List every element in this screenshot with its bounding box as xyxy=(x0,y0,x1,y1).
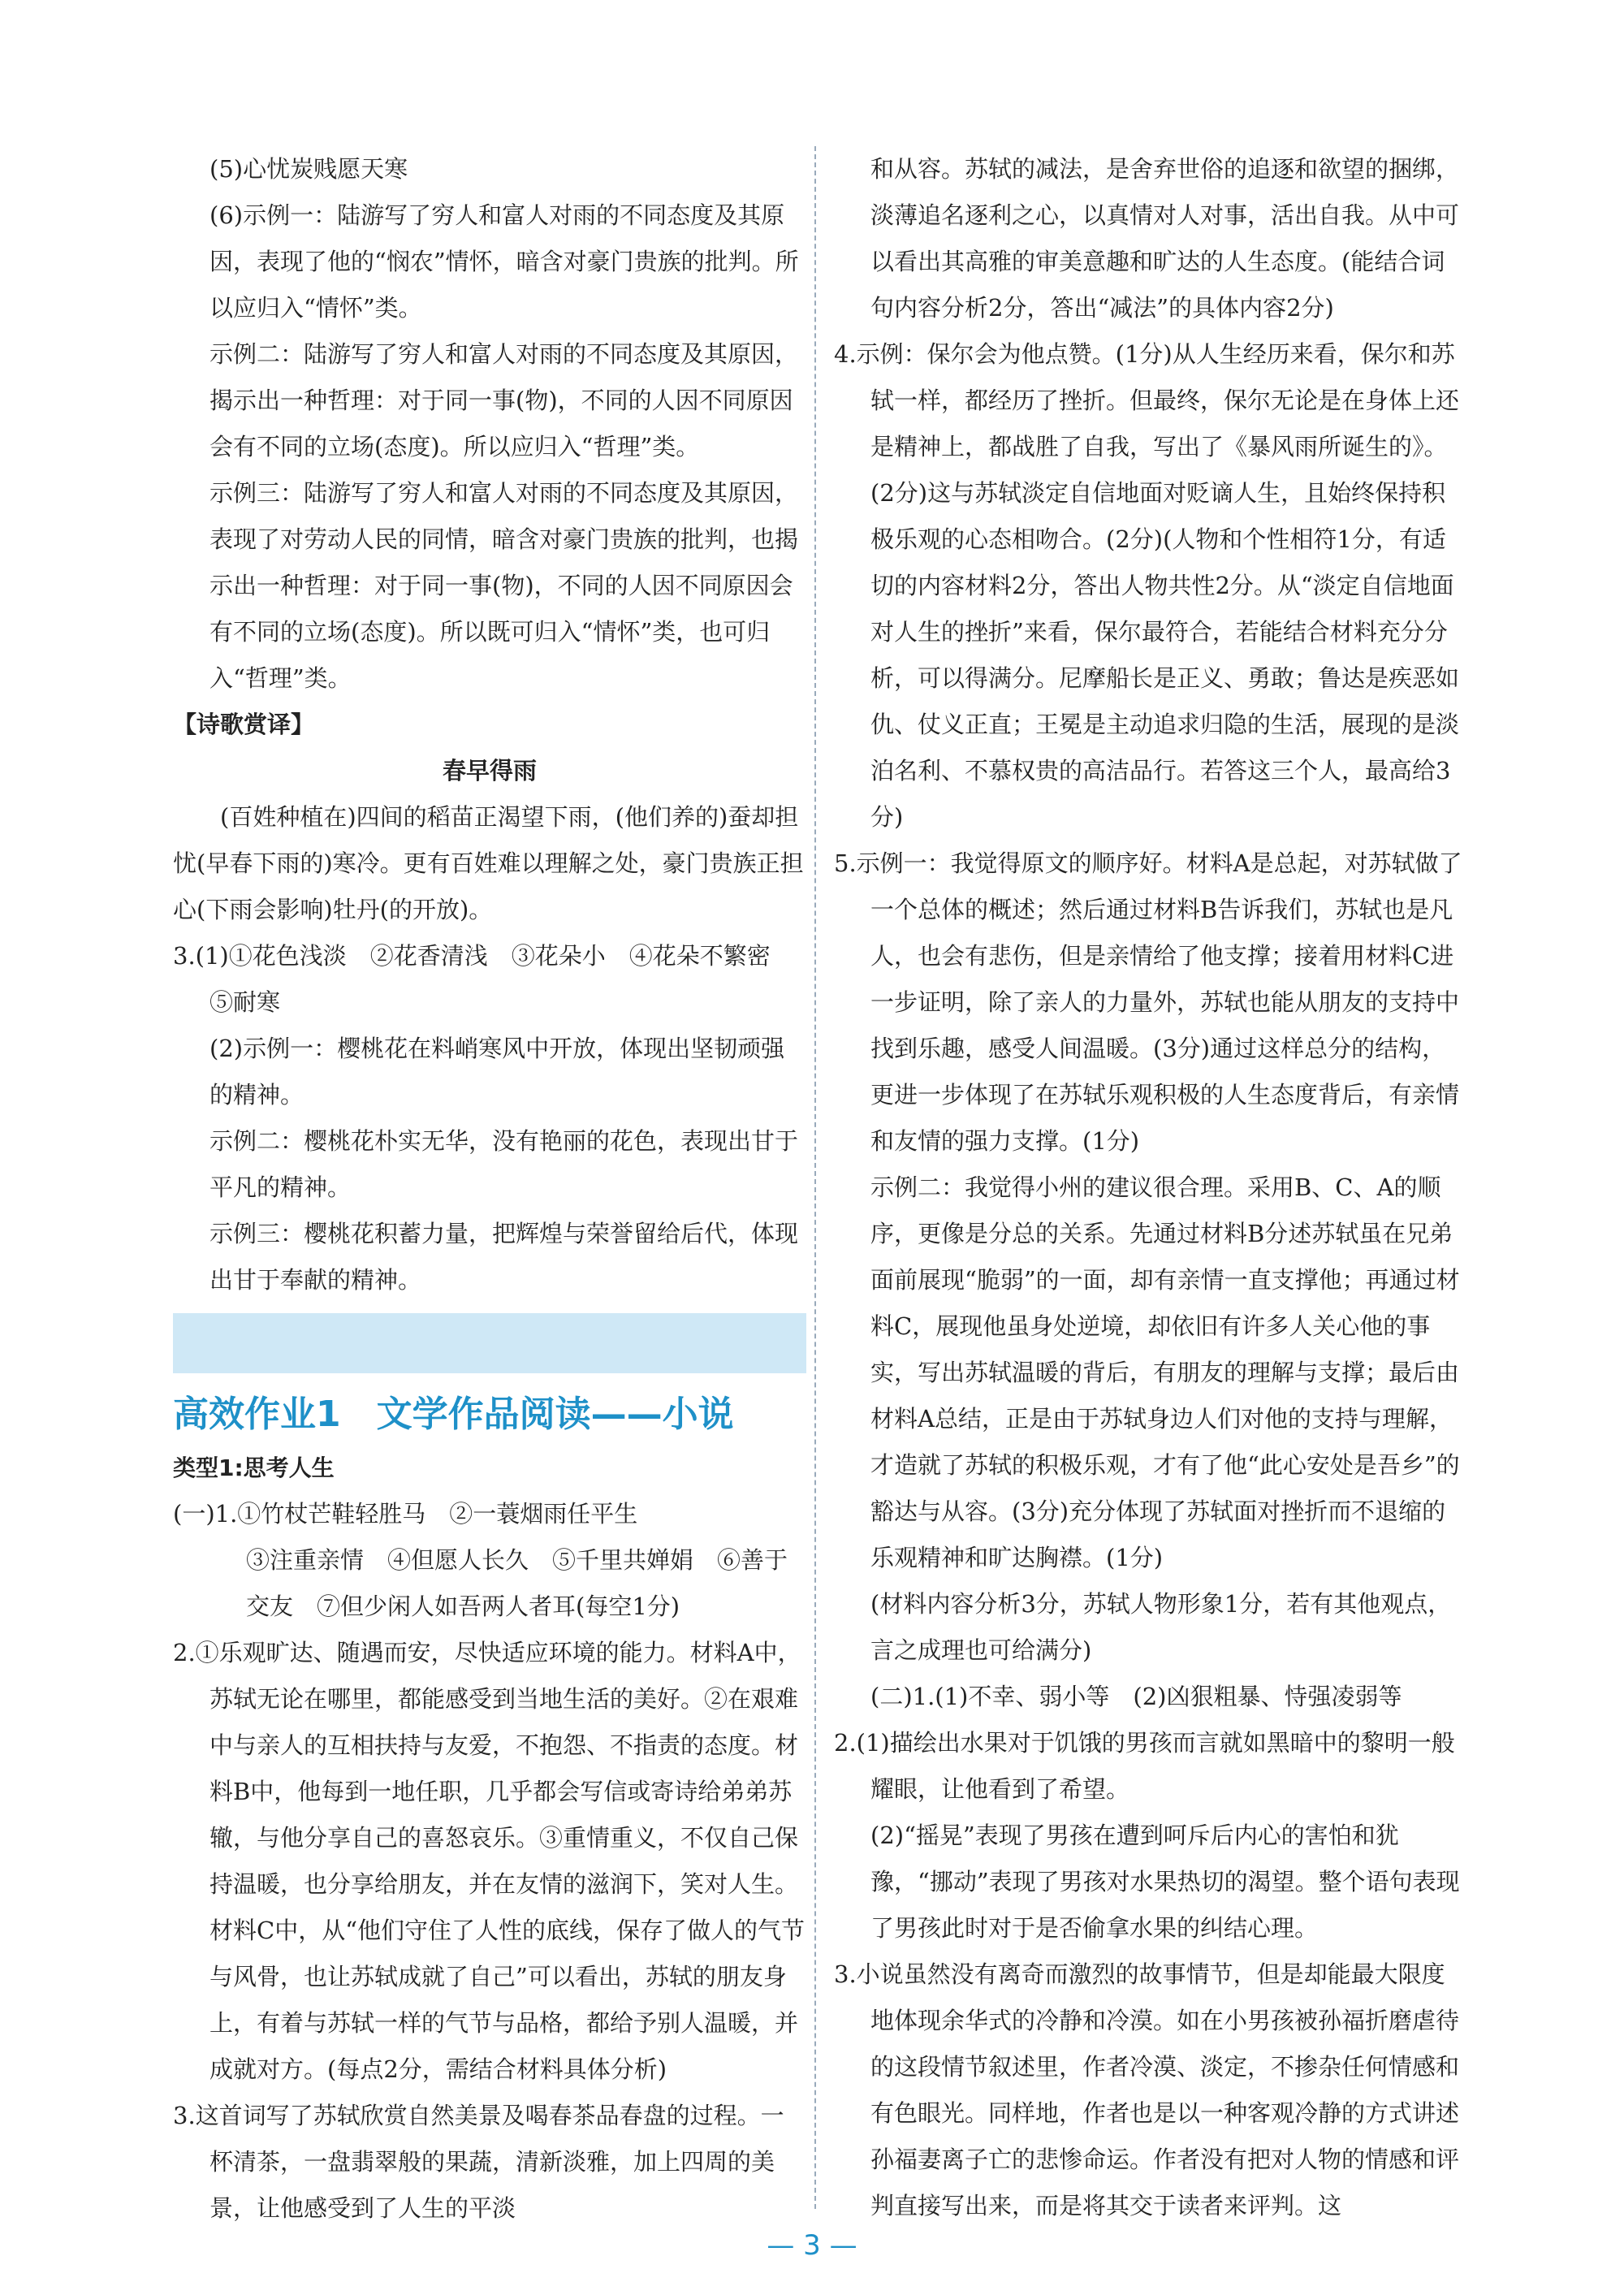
column-divider xyxy=(814,146,816,2209)
answer-i-3-continued: 和从容。苏轼的减法，是舍弃世俗的追逐和欲望的捆绑，淡薄追名逐利之心，以真情对人对事，活出自我。从中可以看出其高雅的审美意趣和旷达的人生态度。(能结合词句内容分析2分，答出“减法”的具体内容2分) xyxy=(870,155,1460,322)
answer-3-2: (2)示例一：樱桃花在料峭寒风中开放，体现出坚韧顽强的精神。 xyxy=(209,1035,785,1109)
answer-i-4: 4.示例：保尔会为他点赞。(1分)从人生经历来看，保尔和苏轼一样，都经历了挫折。但最终，保尔无论是在身体上还是精神上，都战胜了自我，写出了《暴风雨所诞生的》。(2分)这与苏轼淡定自信地面对贬谪人生，且始终保持积极乐观的心态相吻合。(2分)(人物和个性相符1分，有适切的内容材料2分，答出人物共性2分。从“淡定自信地面对人生的挫折”来看，保尔最符合，若能结合材料充分分析，可以得满分。尼摩船长是正义、勇敢；鲁达是疾恶如仇、仗义正直；王冕是主动追求归隐的生活，展现的是淡泊名利、不慕权贵的高洁品行。若答这三个人，最高给3分) xyxy=(834,340,1460,831)
answer-5: (5)心忧炭贱愿天寒 xyxy=(209,155,408,183)
answer-ii-1: (二)1.(1)不幸、弱小等 (2)凶狠粗暴、恃强凌弱等 xyxy=(870,1683,1402,1710)
section-poem-heading: 【诗歌赏译】 xyxy=(173,711,315,738)
answer-i-1-a: (一)1.①竹杖芒鞋轻胜马 ②一蓑烟雨任平生 xyxy=(173,1500,638,1528)
left-column xyxy=(173,146,806,2232)
answer-i-5-example-2: 示例二：我觉得小州的建议很合理。采用B、C、A的顺序，更像是分总的关系。先通过材料B分述苏轼虽在兄弟面前展现“脆弱”的一面，却有亲情一直支撑他；再通过材料C，展现他虽身处逆境，却依旧有许多人关心他的事实，写出苏轼温暖的背后，有朋友的理解与支撑；最后由材料A总结，正是由于苏轼身边人们对他的支持与理解，才造就了苏轼的积极乐观，才有了他“此心安处是吾乡”的豁达与从容。(3分)充分体现了苏轼面对挫折而不退缩的乐观精神和旷达胸襟。(1分) xyxy=(870,1173,1460,1571)
answer-3-4: 示例三：樱桃花积蓄力量，把辉煌与荣誉留给后代，体现出甘于奉献的精神。 xyxy=(209,1220,799,1294)
answer-ii-2-2: (2)“摇晃”表现了男孩在遭到呵斥后内心的害怕和犹豫，“挪动”表现了男孩对水果热切的渴望。整个语句表现了男孩此时对于是否偷拿水果的纠结心理。 xyxy=(870,1822,1460,1942)
page-number: — 3 — xyxy=(767,2229,857,2262)
answer-6-example-2: 示例二：陆游写了穷人和富人对雨的不同态度及其原因，揭示出一种哲理：对于同一事(物)，不同的人因不同原因会有不同的立场(态度)。所以应归入“哲理”类。 xyxy=(209,340,799,460)
answer-i-1-b: ③注重亲情 ④但愿人长久 ⑤千里共婵娟 ⑥善于交友 ⑦但少闲人如吾两人者耳(每空1分) xyxy=(246,1546,788,1620)
answer-3-3: 示例二：樱桃花朴实无华，没有艳丽的花色，表现出甘于平凡的精神。 xyxy=(209,1127,799,1201)
answer-ii-3: 3.小说虽然没有离奇而激烈的故事情节，但是却能最大限度地体现余华式的冷静和冷漠。如在小男孩被孙福折磨虐待的这段情节叙述里，作者冷漠、淡定，不掺杂任何情感和有色眼光。同样地，作者也是以一种客观冷静的方式讲述孙福妻离子亡的悲惨命运。作者没有把对人物的情感和评判直接写出来，而是将其交于读者来评判。这 xyxy=(834,1960,1460,2219)
right-column xyxy=(834,146,1467,2229)
answer-6-example-3: 示例三：陆游写了穷人和富人对雨的不同态度及其原因，表现了对劳动人民的同情，暗含对豪门贵族的批判，也揭示出一种哲理：对于同一事(物)，不同的人因不同原因会有不同的立场(态度)。所以既可归入“情怀”类，也可归入“哲理”类。 xyxy=(209,479,799,692)
answer-i-3-left: 3.这首词写了苏轼欣赏自然美景及喝春茶品春盘的过程。一杯清茶，一盘翡翠般的果蔬，清新淡雅，加上四周的美景，让他感受到了人生的平淡 xyxy=(173,2102,784,2222)
answer-i-5-example-1: 5.示例一：我觉得原文的顺序好。材料A是总起，对苏轼做了一个总体的概述；然后通过材料B告诉我们，苏轼也是凡人，也会有悲伤，但是亲情给了他支撑；接着用材料C进一步证明，除了亲人的力量外，苏轼也能从朋友的支持中找到乐趣，感受人间温暖。(3分)通过这样总分的结构，更进一步体现了在苏轼乐观积极的人生态度背后，有亲情和友情的强力支撑。(1分) xyxy=(834,849,1462,1155)
type-heading: 类型1:思考人生 xyxy=(173,1454,335,1481)
answer-i-2: 2.①乐观旷达、随遇而安，尽快适应环境的能力。材料A中，苏轼无论在哪里，都能感受到当地生活的美好。②在艰难中与亲人的互相扶持与友爱，不抱怨、不指责的态度。材料B中，他每到一地任职，几乎都会写信或寄诗给弟弟苏辙，与他分享自己的喜怒哀乐。③重情重义，不仅自己保持温暖，也分享给朋友，并在友情的滋润下，笑对人生。材料C中，从“他们守住了人性的底线，保存了做人的气节与风骨，也让苏轼成就了自己”可以看出，苏轼的朋友身上，有着与苏轼一样的气节与品格，都给予别人温暖，并成就对方。(每点2分，需结合材料具体分析) xyxy=(173,1639,806,2083)
answer-6-example-1: (6)示例一：陆游写了穷人和富人对雨的不同态度及其原因，表现了他的“悯农”情怀，暗含对豪门贵族的批判。所以应归入“情怀”类。 xyxy=(209,201,799,322)
poem-title: 春早得雨 xyxy=(442,757,537,784)
answer-ii-2-1: 2.(1)描绘出水果对于饥饿的男孩而言就如黑暗中的黎明一般耀眼，让他看到了希望。 xyxy=(834,1729,1455,1803)
poem-translation: (百姓种植在)四间的稻苗正渴望下雨，(他们养的)蚕却担忧(早春下雨的)寒冷。更有百姓难以理解之处，豪门贵族正担心(下雨会影响)牡丹(的开放)。 xyxy=(173,803,804,923)
answer-i-5-scoring: (材料内容分析3分，苏轼人物形象1分，若有其他观点，言之成理也可给满分) xyxy=(870,1590,1452,1664)
answer-3-1: 3.(1)①花色浅淡 ②花香清浅 ③花朵小 ④花朵不繁密 ⑤耐寒 xyxy=(173,942,794,1016)
homework-title: 高效作业1 文学作品阅读——小说 xyxy=(173,1394,734,1435)
section-banner xyxy=(173,1313,806,1373)
